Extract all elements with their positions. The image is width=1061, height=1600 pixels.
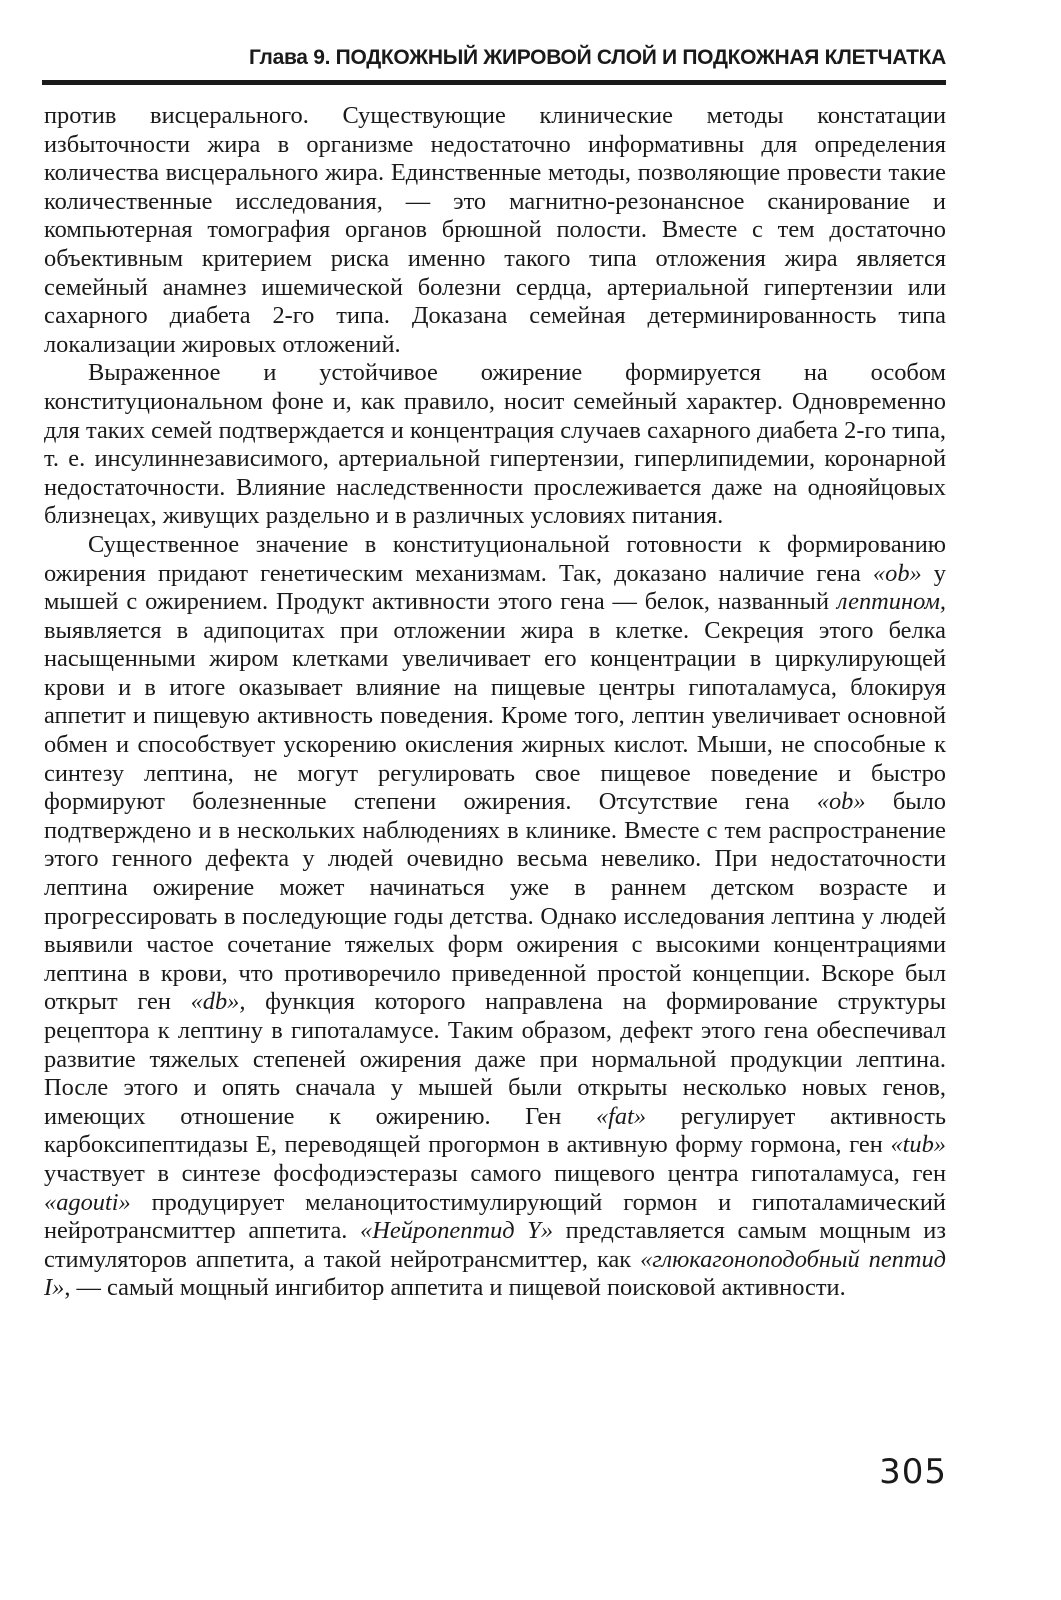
italic-term: «Нейропептид Y» [360, 1217, 554, 1245]
text-run: , — самый мощный ингибитор аппетита и пищевой поисковой активности. [64, 1274, 846, 1302]
text-run: Выраженное и устойчивое ожирение формируется на особом конституциональном фоне и, как правило, носит семейный характер. Одновременно для таких семей подтверждается и концентрация случаев сахарного диабета 2-го типа, т. е. инсулиннезависимого, артериальной гипертензии, гиперлипидемии, коронарной недостаточности. Влияние наследственности прослеживается даже на однояйцовых близнецах, живущих раздельно и в различных условиях питания. [44, 359, 946, 530]
italic-term: «fat» [595, 1102, 647, 1130]
text-run: продуцирует меланоцитостимулирующий гормон и гипоталамический нейротрансмиттер аппетита. [44, 1188, 946, 1245]
text-run: функция которого направлена на формирование структуры рецептора к лептину в гипоталамусе. Таким образом, дефект этого гена обеспечивал развитие тяжелых степеней ожирения даже при нормальной продукции лептина. После этого и опять сначала у мышей были открыты несколько новых генов, имеющих отношение к ожирению. Ген [44, 988, 946, 1130]
text-run: представляется самым мощным из стимуляторов аппетита, а такой нейротрансмиттер, как [44, 1217, 946, 1273]
italic-term: «tub» [890, 1131, 946, 1159]
paragraph-1 [44, 102, 946, 359]
text-run: выявляется в адипоцитах при отложении жира в клетке. Секреция этого белка насыщенными жиром клетками увеличивает его концентрации в циркулирующей крови и в итоге оказывает влияние на пищевые центры гипоталамуса, блокируя аппетит и пищевую активность поведения. Кроме того, лептин увеличивает основной обмен и способствует ускорению окисления жирных кислот. Мыши, не способные к синтезу лептина, не могут регулировать свое пищевое поведение и быстро формируют болезненные степени ожирения. Отсутствие гена [44, 616, 946, 816]
running-head: Глава 9. ПОДКОЖНЫЙ ЖИРОВОЙ СЛОЙ И ПОДКОЖНАЯ КЛЕТЧАТКА [248, 46, 946, 69]
paragraph-2 [44, 359, 946, 531]
italic-term: «db», [190, 988, 246, 1016]
text-run: Существенное значение в конституциональной готовности к формированию ожирения придают генетическим механизмам. Так, доказано наличие гена [44, 530, 946, 587]
text-run: у мышей с ожирением. Продукт активности этого гена — белок, названный [44, 559, 947, 616]
page-number: 305 [879, 1452, 947, 1492]
header-rule [42, 80, 946, 85]
text-run: участвует в синтезе фосфодиэстеразы самого пищевого центра гипоталамуса, ген [44, 1159, 946, 1187]
italic-term: «ob» [872, 559, 922, 587]
paragraph-3 [44, 531, 946, 1303]
italic-term: «agouti» [44, 1188, 131, 1216]
italic-term: «ob» [816, 788, 866, 816]
italic-term: «глюкагоноподобный пептид I» [44, 1245, 946, 1302]
text-run: против висцерального. Существующие клинические методы констатации избыточности жира в организме недостаточно информативны для определения количества висцерального жира. Единственные методы, позволяющие провести такие количественные исследования, — это магнитно-резонансное сканирование и компьютерная томография органов брюшной полости. Вместе с тем достаточно объективным критерием риска именно такого типа отложения жира является семейный анамнез ишемической болезни сердца, артериальной гипертензии или сахарного диабета 2-го типа. Доказана семейная детерминированность типа локализации жировых отложений. [44, 102, 946, 358]
text-run: регулирует активность карбоксипептидазы Е, переводящей прогормон в активную форму гормона, ген [44, 1102, 946, 1159]
italic-term: лептином, [836, 588, 946, 616]
body-text [44, 102, 946, 1303]
text-run: было подтверждено и в нескольких наблюдениях в клинике. Вместе с тем распространение этого генного дефекта у людей очевидно весьма невелико. При недостаточности лептина ожирение может начинаться уже в раннем детском возрасте и прогрессировать в последующие годы детства. Однако исследования лептина у людей выявили частое сочетание тяжелых форм ожирения с высокими концентрациями лептина в крови, что противоречило приведенной простой концепции. Вскоре был открыт ген [44, 788, 946, 1016]
